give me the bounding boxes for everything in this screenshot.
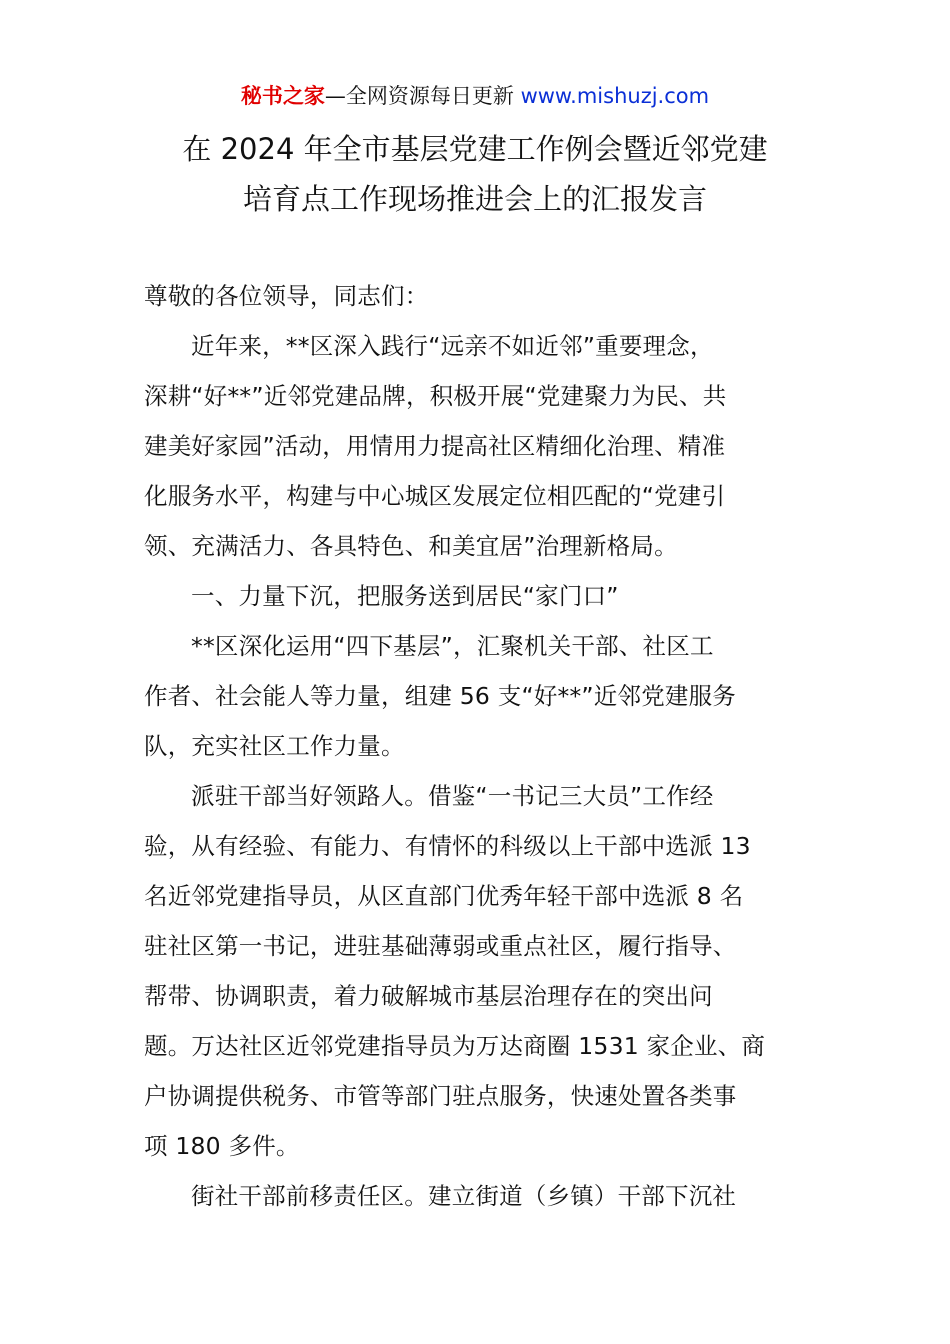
paragraph-line: 建美好家园”活动，用情用力提高社区精细化治理、精准 <box>144 432 726 460</box>
paragraph-line: 项 180 多件。 <box>144 1132 300 1160</box>
paragraph-line: 帮带、协调职责，着力破解城市基层治理存在的突出问 <box>144 982 713 1010</box>
paragraph-line: 化服务水平，构建与中心城区发展定位相匹配的“党建引 <box>144 482 726 510</box>
paragraph-line: 名近邻党建指导员，从区直部门优秀年轻干部中选派 8 名 <box>144 882 744 910</box>
title-line-1: 在 2024 年全市基层党建工作例会暨近邻党建 <box>182 132 768 166</box>
salutation: 尊敬的各位领导，同志们： <box>144 282 429 310</box>
brand-name: 秘书之家 <box>240 84 325 108</box>
site-header <box>0 80 950 112</box>
paragraph-line: 派驻干部当好领路人。借鉴“一书记三大员”工作经 <box>191 782 714 810</box>
paragraph-line: 户协调提供税务、市管等部门驻点服务，快速处置各类事 <box>144 1082 737 1110</box>
paragraph-line: 领、充满活力、各具特色、和美宜居”治理新格局。 <box>144 532 678 560</box>
paragraph-line: 题。万达社区近邻党建指导员为万达商圈 1531 家企业、商 <box>144 1032 766 1060</box>
paragraph-line: **区深化运用“四下基层”，汇聚机关干部、社区工 <box>191 632 714 660</box>
paragraph-line: 队，充实社区工作力量。 <box>144 732 405 760</box>
paragraph-line: 作者、社会能人等力量，组建 56 支“好**”近邻党建服务 <box>144 682 736 710</box>
paragraph-line: 近年来，**区深入践行“远亲不如近邻”重要理念， <box>191 332 714 360</box>
section-heading: 一、力量下沉，把服务送到居民“家门口” <box>191 582 619 610</box>
paragraph-line: 驻社区第一书记，进驻基础薄弱或重点社区，履行指导、 <box>144 932 737 960</box>
paragraph-line: 验，从有经验、有能力、有情怀的科级以上干部中选派 13 <box>144 832 751 860</box>
document-body <box>144 271 806 1221</box>
paragraph-line: 深耕“好**”近邻党建品牌，积极开展“党建聚力为民、共 <box>144 382 727 410</box>
title-line-2: 培育点工作现场推进会上的汇报发言 <box>242 182 707 216</box>
site-url-link[interactable]: www.mishuzj.com <box>520 84 710 108</box>
document-title <box>0 124 950 224</box>
paragraph-line: 街社干部前移责任区。建立街道（乡镇）干部下沉社 <box>191 1182 737 1210</box>
header-tagline: —全网资源每日更新 <box>324 84 521 108</box>
